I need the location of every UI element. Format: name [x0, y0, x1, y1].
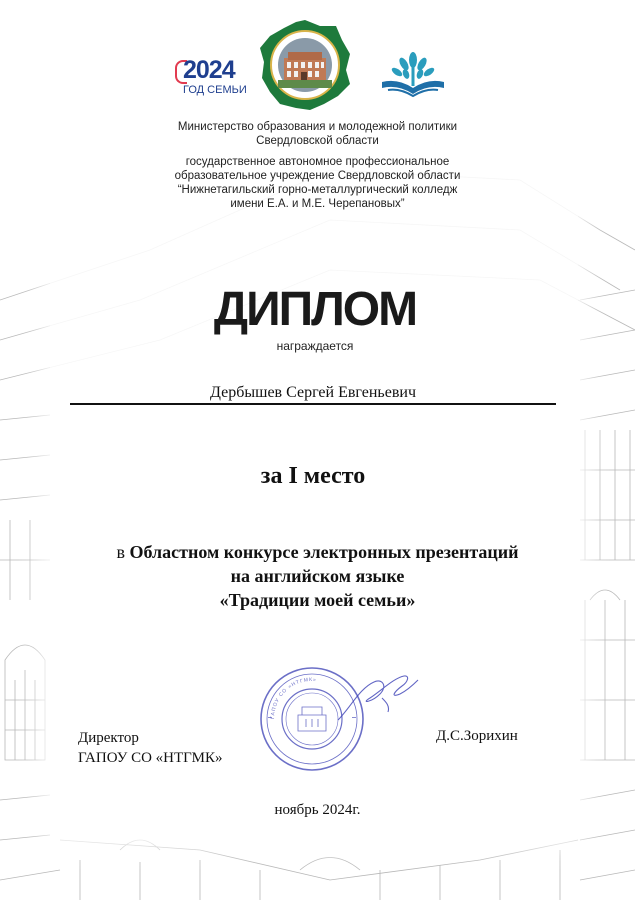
- recipient-name: Дербышев Сергей Евгеньевич: [210, 384, 416, 401]
- handwritten-signature: [330, 668, 420, 728]
- issue-date: ноябрь 2024г.: [274, 802, 361, 818]
- institution-line: государственное автономное профессиональное: [185, 156, 450, 168]
- institution-line: образовательное учреждение Свердловской области: [174, 170, 461, 182]
- recipient-underline: [70, 403, 556, 405]
- position-line: ГАПОУ СО «НТГМК»: [78, 750, 223, 766]
- position-line: Директор: [78, 730, 139, 746]
- education-tree-icon: [378, 50, 448, 100]
- director-name: Д.С.Зорихин: [436, 728, 518, 744]
- stamp-text: ГАПОУ СО «НТГМК»: [269, 676, 317, 720]
- contest-line: на английском языке: [230, 566, 405, 586]
- contest-line: Областном конкурсе электронных презентаций: [129, 542, 519, 562]
- college-emblem-icon: [258, 18, 352, 112]
- institution-heading: [60, 155, 575, 211]
- institution-line: имени Е.А. и М.Е. Черепановых”: [230, 198, 405, 210]
- year-logo-caption: ГОД СЕМЬИ: [183, 84, 247, 96]
- svg-text:ГАПОУ СО «НТГМК»: [270, 677, 317, 719]
- ministry-line: Министерство образования и молодежной политики: [177, 121, 458, 133]
- director-position: [78, 728, 222, 768]
- institution-line: “Нижнетагильский горно-металлургический колледж: [177, 184, 458, 196]
- diploma-subtitle: награждается: [276, 339, 354, 353]
- ministry-heading: [60, 120, 575, 148]
- contest-description: [60, 540, 575, 612]
- ministry-line: Свердловской области: [256, 135, 379, 147]
- year-logo-number: 2024: [183, 56, 235, 84]
- contest-line: «Традиции моей семьи»: [219, 590, 416, 610]
- award-place: за I место: [260, 463, 366, 489]
- diploma-title: ДИПЛОМ: [213, 283, 417, 336]
- year-of-family-logo: [175, 56, 247, 100]
- contest-prefix: в: [116, 542, 130, 562]
